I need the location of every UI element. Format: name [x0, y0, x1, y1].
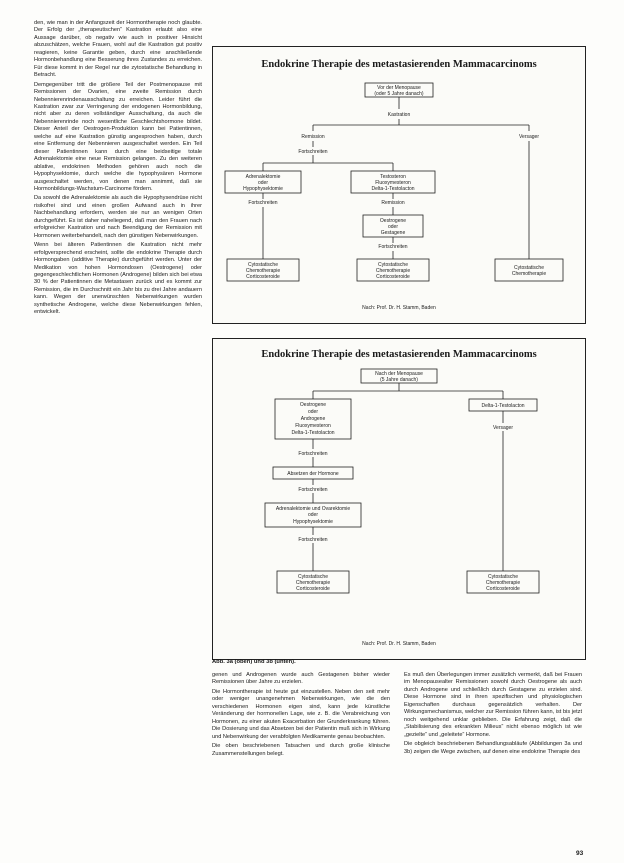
mid-box-line-3: Gestagene	[380, 230, 406, 236]
mid-box-line-1: Oestrogene	[379, 218, 407, 224]
versager-right-label: Versager	[518, 134, 540, 140]
right-top-box-label: Delta-1-Testolacton	[481, 403, 525, 409]
left-top-line-1: Oestrogene	[299, 402, 327, 408]
bottom-right-line-3: Corticosteroide	[486, 586, 520, 592]
bottom-mid-line-3: Corticosteroide	[376, 274, 410, 280]
paragraph: Die Hormontherapie ist heute gut einzustellen. Neben den seit mehr oder weniger unangenehmen Nebenwirkungen, wie die den verschiedenen Hormonen eigen sind, kann jede künstliche Veränderung der hormonellen Lage, wie z. B. die Verabreichung von Hormonen, zu einer akuten Exacerbation der Grunderkrankung führen. Die Dosierung und das Absetzen bei der Patientin muß sich in Wirkung und Nebenwirkung der verabfolgten Medikamente genau beobachten.	[212, 688, 390, 740]
left-top-line-3: Androgene	[300, 416, 326, 422]
left-box-line-1: Adrenalektomie	[245, 174, 281, 180]
kastration-label: Kastration	[387, 112, 411, 118]
right-box-line-1: Testosteron	[380, 174, 406, 180]
paragraph: Demgegenüber tritt die größere Teil der Postmenopause mit Remissionen der Ovarien, eine zweite Remission durch Nebennierenrindenausschaltung zu erreichen. Leider führt die Kastration zwar zur Verringerung der endogenen Hormonbildung, nicht aber zu deren vollständiger Ausschaltung, da auch die Nebennierenrinde noch wesentliche Geschlechtshormone bildet. Dieser Anteil der Oestrogen-Produktion kann bei Patientinnen, welche auf eine Kastration günstig angesprochen haben, durch eine Entfernung der Nebennieren ausgeschaltet werden. Ein Teil dieser Patientinnen kann durch eine beidseitige totale Adrenalektomie eine neue Remission gelangen. Zu den weiteren ablative, endokrinen Methoden gehören auch noch die Hypophysektomie, durch welche die hypophysären Hormone ausgeschaltet werden, von denen man annimmt, daß sie Hormonbildungs-Wachstum-Carcinome fördern.	[34, 81, 202, 192]
paragraph: Die oben beschriebenen Tatsachen und durch große klinische Zusammenstellungen belegt.	[212, 743, 390, 757]
right-box-line-3: Delta-1-Testolacton	[371, 186, 415, 192]
bottom-left-line-1: Cytostatische	[297, 574, 329, 580]
page-number: 93	[576, 850, 584, 857]
remission2-label: Remission	[381, 200, 405, 206]
figure-3b-title: Endokrine Therapie des metastasierenden Mammacarcinoms	[261, 349, 537, 360]
paragraph: Wenn bei älteren Patientinnen die Kastration nicht mehr erfolgversprechend erscheint, sollte die endokrine Therapie durch Hormongaben (additive Therapie) durchgeführt werden. Unter der Medikation von hohen Hormondosen (Oestrogene) oder gegengeschlechtlichen Hormonen (Androgene) bilden sich bei etwa 30 % der Patientinnen die Metastasen zurück und es kommt zur Remission, die im Durchschnitt ein Jahr bis zu drei Jahre andauern kann. Wegen der unerwünschten Nebenwirkungen wurden synthetische Androgene, welche diese Nebenwirkungen fehlen, entwickelt.	[34, 242, 202, 316]
figure-3a	[212, 46, 586, 324]
bottom-right-line-2: Chemotherapie	[511, 271, 547, 277]
bottom-left-line-2: Chemotherapie	[295, 580, 331, 586]
absetzen-label: Absetzen der Hormone	[287, 471, 339, 477]
figure-3a-source: Nach: Prof. Dr. H. Stamm, Baden	[362, 305, 436, 311]
bottom-mid-line-1: Cytostatische	[377, 262, 409, 268]
bottom-right-line-2: Chemotherapie	[485, 580, 521, 586]
left-text-column	[34, 20, 202, 319]
right-text-column	[404, 672, 582, 758]
figure-3b-flowchart	[213, 339, 585, 659]
top-box-line-1: Nach der Menopause	[375, 371, 423, 377]
bottom-left-line-3: Corticosteroide	[246, 274, 280, 280]
left-box-line-2: oder	[257, 180, 269, 186]
top-box-label-1: Vor der Menopause	[377, 85, 421, 91]
bottom-left-line-3: Corticosteroide	[296, 586, 330, 592]
mid-box-line-3: Hypophysektomie	[293, 519, 333, 525]
bottom-right-line-1: Cytostatische	[513, 265, 545, 271]
top-box-line-2: (5 Jahre danach)	[380, 377, 418, 383]
left-top-line-5: Delta-1-Testolacton	[291, 430, 335, 436]
right-box-line-2: Fluoxymesteron	[375, 180, 411, 186]
figure-3b-source: Nach: Prof. Dr. H. Stamm, Baden	[362, 641, 436, 647]
fortschreiten-label: Fortschreiten	[298, 149, 328, 155]
left-top-line-2: oder	[307, 409, 319, 415]
figure-3b	[212, 338, 586, 660]
versager-label: Versager	[492, 425, 514, 431]
fortschreiten1-label: Fortschreiten	[298, 451, 328, 457]
paragraph: Die obgleich beschriebenen Behandlungsabläufe (Abbildungen 3a und 3b) zeigen die Wege zwischen, auf denen eine endokrine Therapie des	[404, 741, 582, 755]
middle-text-column	[212, 672, 390, 760]
figure-3a-title: Endokrine Therapie des metastasierenden Mammacarcinoms	[261, 59, 537, 70]
fortschreiten2-label: Fortschreiten	[248, 200, 278, 206]
figure-caption: Abb. 3a (oben) und 3b (unten).	[212, 659, 296, 665]
left-top-line-4: Fluoxymesteron	[295, 423, 331, 429]
mid-box-line-2: oder	[387, 224, 399, 230]
paragraph: Es muß den Überlegungen immer zusätzlich vermerkt, daß bei Frauen im Menopausealter Remissionen sowohl durch Oestrogene als auch durch Androgene und schließlich durch Gestagene zu erzielen sind. Diese Hormone sind in ihren spezifischen und physiologischen Eigenschaften durchaus gegensätzlich verhalten. Der Wirkungsmechanismus, welcher zur Remission führen kann, ist bis jetzt noch weitgehend unklar geblieben. Die Erfahrung zeigt, daß die „Stabilisierung des erkrankten Milieus“ nicht ebenso möglich ist wie „gezielte“ und „geleitete“ Hormone.	[404, 672, 582, 738]
fortschreiten3-label: Fortschreiten	[378, 244, 408, 250]
bottom-left-line-1: Cytostatische	[247, 262, 279, 268]
top-box-label-2: (oder 5 Jahre danach)	[374, 91, 424, 97]
remission-label: Remission	[301, 134, 325, 140]
mid-box-line-2: oder	[307, 512, 319, 518]
paragraph: genen und Androgenen wurde auch Gestagenen bisher wieder Remissionen über Jahre zu erzielen.	[212, 672, 390, 686]
mid-box-line-1: Adrenalektomie und Ovarektomie	[275, 506, 351, 512]
fortschreiten3-label: Fortschreiten	[298, 537, 328, 543]
bottom-left-line-2: Chemotherapie	[245, 268, 281, 274]
paragraph: Da sowohl die Adrenalektomie als auch die Hypophysendrüse nicht risikofrei sind und einen großen Aufwand auch in ihrer Nachbehandlung erfordern, werden sie nur an wenigen Orten durchgeführt. Es ist daher naheliegend, daß man den Frauen nach erfolgreicher Kastration und nach Beendigung der Remission mit Hormonen weiterbehandelt, nach den günstigen Nebenwirkungen.	[34, 195, 202, 239]
fortschreiten2-label: Fortschreiten	[298, 487, 328, 493]
figure-3a-flowchart	[213, 47, 585, 323]
bottom-right-line-1: Cytostatische	[487, 574, 519, 580]
paragraph: den, wie man in der Anfangszeit der Hormontherapie noch glaubte. Der Erfolg der „therapeutischen“ Kastration erlaubt also eine Aussage darüber, ob negativ wie auch in positiver Hinsicht abzuschätzen, welche Frauen, wohl auf die Kastration gut positiv reagieren, keine Garantie geben, durch eine anschließende Hormonbehandlung eine Besserung ihres Zustandes zu erreichen. Für diese kommt in der Regel nur die zytostatische Behandlung in Betracht.	[34, 20, 202, 79]
bottom-mid-line-2: Chemotherapie	[375, 268, 411, 274]
left-box-line-3: Hypophysektomie	[243, 186, 283, 192]
